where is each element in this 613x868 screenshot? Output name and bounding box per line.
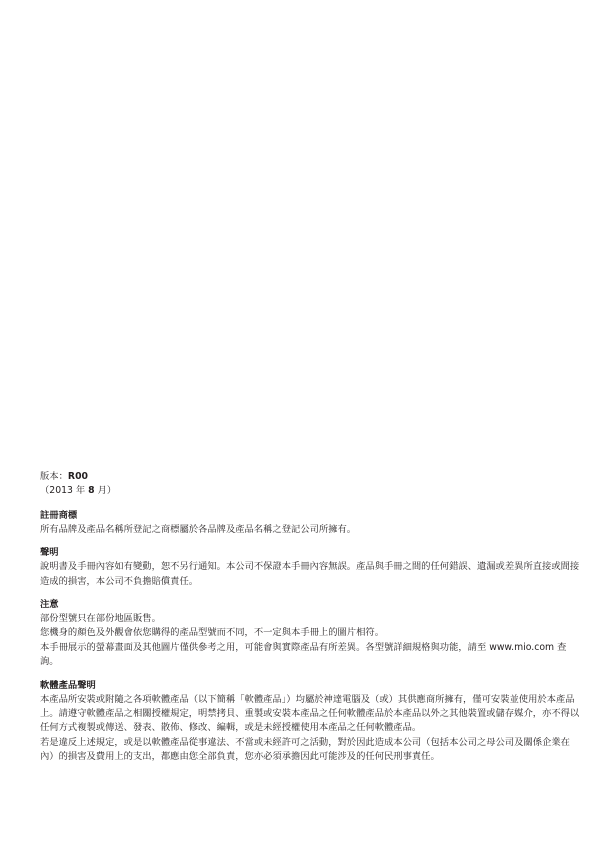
software-para-1: 本產品所安裝或附隨之各項軟體產品（以下簡稱「軟體產品」）均屬於神達電腦及（或）其供應商所擁有，僅可安裝並使用於本產品上。請遵守軟體產品之相關授權規定，明禁拷貝、重製或安裝本產品之任何軟體產品於本產品以外之其他裝置或儲存媒介，亦不得以任何方式複製或傳送、發表、散佈、修改、編輯，或是未經授權使用本產品之任何軟體產品。: [40, 693, 580, 734]
notice-line-3: [40, 641, 580, 670]
notice-line-3-text: 本手冊展示的螢幕畫面及其他圖片僅供參考之用，可能會與實際產品有所差異。各型號詳細規格與功能，請至: [40, 641, 490, 653]
notice-section: [40, 598, 580, 670]
statement-section: [40, 546, 580, 589]
trademark-title: 註冊商標: [40, 509, 78, 521]
software-title: 軟體產品聲明: [40, 679, 96, 691]
version-value: R00: [67, 471, 89, 482]
trademark-section: [40, 509, 580, 537]
notice-title: 注意: [40, 599, 59, 611]
notice-line-2: 您機身的顏色及外觀會依您購得的產品型號而不同，不一定與本手冊上的圖片相符。: [40, 627, 384, 639]
notice-line-1: 部份型號只在部份地區販售。: [40, 613, 161, 625]
date-suffix: 月）: [94, 485, 117, 497]
date-month: 8: [88, 485, 95, 497]
date-prefix: （2013 年: [40, 485, 89, 497]
statement-body: 說明書及手冊內容如有變動，恕不另行通知。本公司不保證本手冊內容無誤。產品與手冊之間的任何錯誤、遺漏或差異所直接或間接造成的損害，本公司不負擔賠償責任。: [40, 561, 580, 587]
software-para-2: 若是違反上述規定，或是以軟體產品從事違法、不當或未經許可之活動，對於因此造成本公司（包括本公司之母公司及關係企業在內）的損害及費用上的支出，都應由您全部負責，您亦必須承擔因此可能涉及的任何民刑事責任。: [40, 736, 570, 763]
legal-notice-block: [40, 470, 580, 774]
trademark-body: 所有品牌及產品名稱所登記之商標屬於各品牌及產品名稱之登記公司所擁有。: [40, 523, 357, 535]
software-section: [40, 679, 580, 765]
notice-line-3-end: 查詢。: [40, 641, 567, 668]
date-line: [40, 484, 580, 498]
version-line: [40, 470, 580, 484]
version-label: 版本：: [40, 471, 68, 482]
website-link[interactable]: www.mio.com: [489, 641, 555, 653]
statement-title: 聲明: [40, 547, 59, 559]
